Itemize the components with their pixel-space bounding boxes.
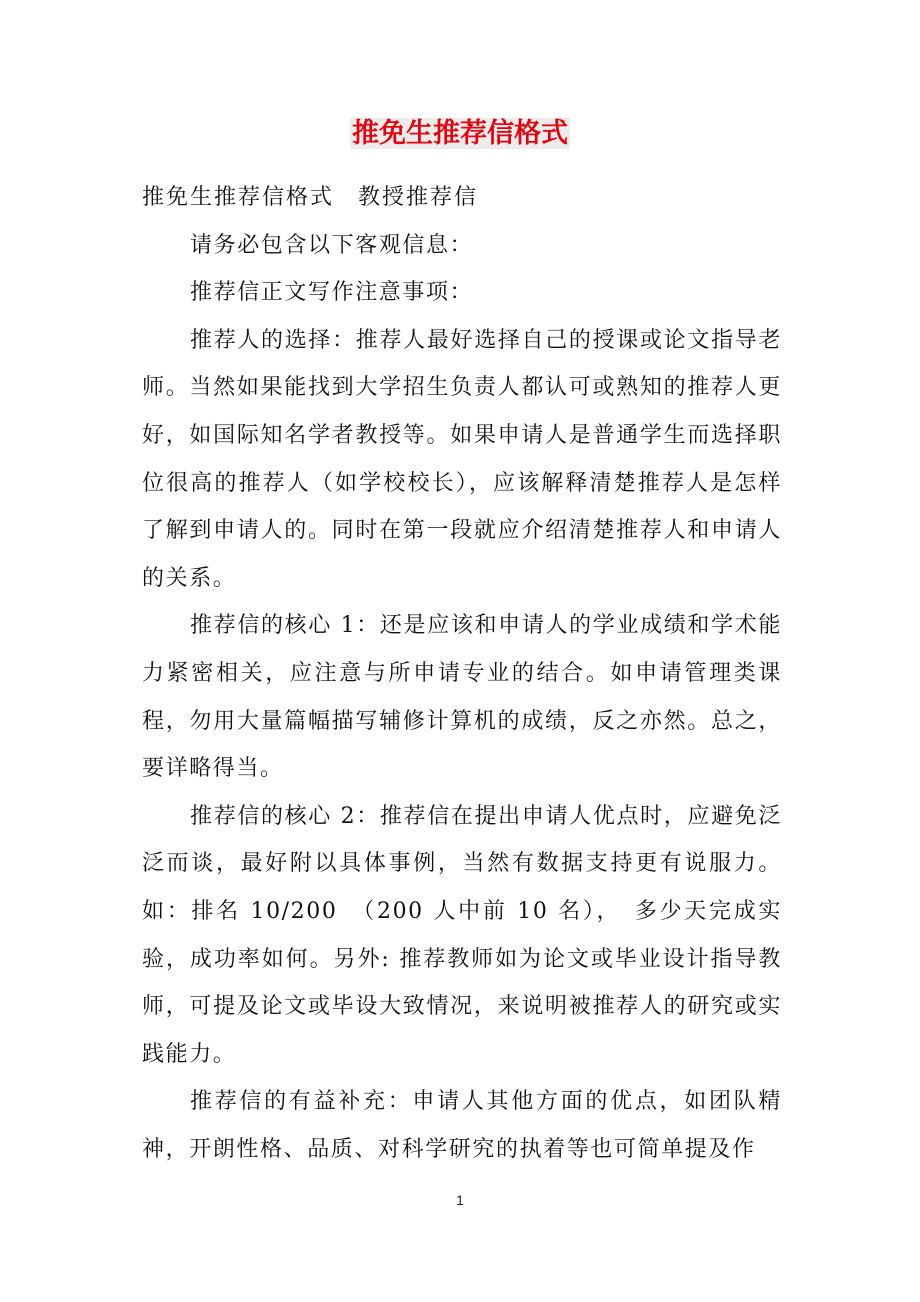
paragraph-core-2: 推荐信的核心 2：推荐信在提出申请人优点时，应避免泛泛而谈，最好附以具体事例，当然有数据支持更有说服力。如：排名 10/200 （200 人中前 10 名）， 多少天完成实验，成功率如何。另外: 推荐教师如为论文或毕业设计指导教师，可提及论文或毕设大致情况，来说明被推荐人的研究或实践能力。: [142, 803, 782, 1067]
paragraph-objective-info: 请务必包含以下客观信息：: [190, 232, 474, 258]
paragraph-referee-choice: 推荐人的选择：推荐人最好选择自己的授课或论文指导老师。当然如果能找到大学招生负责人都认可或熟知的推荐人更好，如国际知名学者教授等。如果申请人是普通学生而选择职位很高的推荐人（如学校校长），应该解释清楚推荐人是怎样了解到申请人的。同时在第一段就应介绍清楚推荐人和申请人的关系。: [142, 327, 782, 591]
document-title-text: 推免生推荐信格式: [352, 118, 568, 149]
document-title: [0, 114, 920, 154]
page-number: 1: [456, 1192, 464, 1208]
document-body: [142, 174, 782, 1173]
paragraph-subtitle: 推免生推荐信格式 教授推荐信: [142, 185, 479, 210]
paragraph-core-1: 推荐信的核心 1：还是应该和申请人的学业成绩和学术能力紧密相关，应注意与所申请专业的结合。如申请管理类课程，勿用大量篇幅描写辅修计算机的成绩，反之亦然。总之，要详略得当。: [142, 613, 782, 782]
paragraph-notes-heading: 推荐信正文写作注意事项：: [190, 280, 474, 306]
paragraph-supplement: 推荐信的有益补充：申请人其他方面的优点，如团队精神，开朗性格、品质、对科学研究的执着等也可简单提及作: [142, 1089, 782, 1162]
